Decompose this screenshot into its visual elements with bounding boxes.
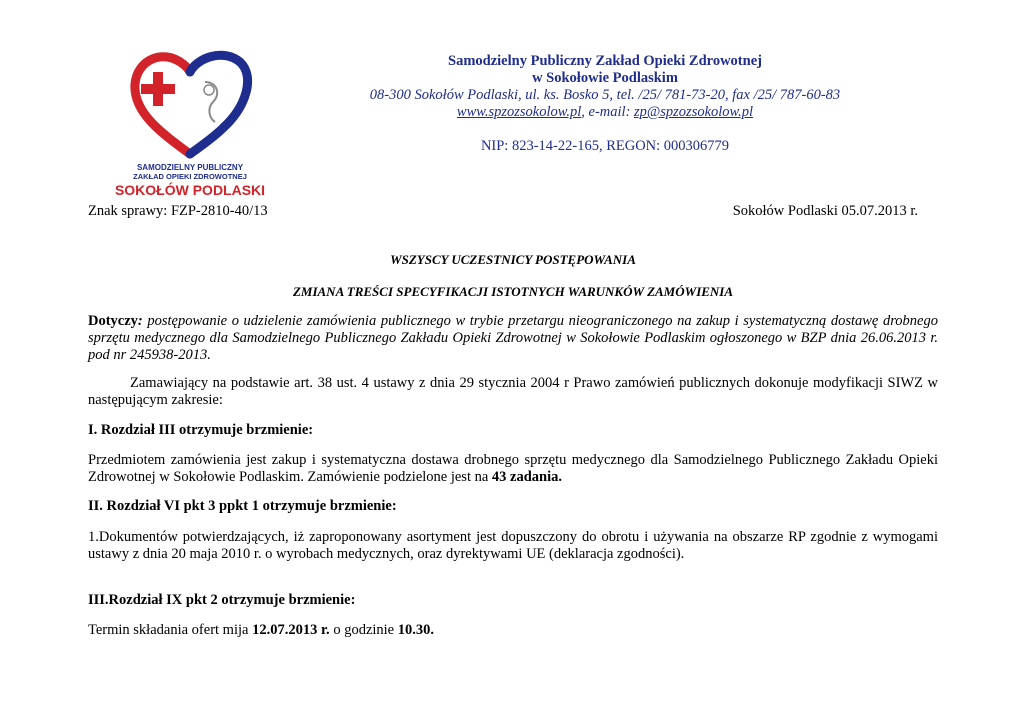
org-name-line2: w Sokołowie Podlaskim — [532, 70, 678, 86]
deadline-text-b: o godzinie — [329, 622, 398, 638]
section3-heading: III.Rozdział IX pkt 2 otrzymuje brzmienie: — [88, 592, 356, 608]
deadline-date: 12.07.2013 r. — [252, 622, 330, 638]
email-link[interactable]: zp@spzozsokolow.pl — [634, 104, 754, 120]
concerns-colon: : — [137, 313, 143, 329]
section1-tasks: 43 zadania. — [491, 469, 563, 485]
section2-heading: II. Rozdział VI pkt 3 ppkt 1 otrzymuje brzmienie: — [88, 498, 397, 514]
concerns-text: postępowanie o udzielenie zamówienia publicznego w trybie przetargu nieograniczonego na zakup i systematyczną dostawę drobnego sprzętu medycznego dla Samodzielnego Publicznego Zakładu Opieki Zdrowotnej w Sokołowie Podlaskim ogłoszonego w BZP dnia 26.06.2013 r. pod nr 245938-2013. — [88, 313, 938, 363]
section2-text: 1.Dokumentów potwierdzających, iż zaproponowany asortyment jest dopuszczony do obrotu i używania na obszarze RP zgodnie z wymogami ustawy z dnia 20 maja 2010 r. o wyrobach medycznych, oraz dyrektywami UE (deklaracja zgodności). — [88, 529, 938, 562]
concerns-paragraph — [88, 313, 938, 364]
contact-line — [340, 104, 870, 121]
org-name-line1: Samodzielny Publiczny Zakład Opieki Zdrowotnej — [448, 53, 762, 69]
section3-text — [88, 622, 938, 639]
intro-paragraph: Zamawiający na podstawie art. 38 ust. 4 ustawy z dnia 29 stycznia 2004 r Prawo zamówień publicznych dokonuje modyfikacji SIWZ w następującym zakresie: — [88, 375, 938, 408]
letterhead — [340, 53, 870, 155]
logo-line2: ZAKŁAD OPIEKI ZDROWOTNEJ — [133, 172, 247, 181]
section1-text — [88, 452, 938, 486]
hospital-logo — [105, 42, 275, 200]
section1-body: Przedmiotem zamówienia jest zakup i systematyczna dostawa drobnego sprzętu medycznego dla Samodzielnego Publicznego Zakładu Opieki Zdrowotnej w Sokołowie Podlaskim. Zamówienie podzielone jest na — [88, 452, 938, 485]
section1-heading: I. Rozdział III otrzymuje brzmienie: — [88, 422, 314, 438]
case-number: Znak sprawy: FZP-2810-40/13 — [88, 203, 268, 219]
concerns-label: Dotyczy — [88, 313, 138, 329]
org-address: 08-300 Sokołów Podlaski, ul. ks. Bosko 5, tel. /25/ 781-73-20, fax /25/ 787-60-83 — [369, 87, 841, 103]
heart-cross-logo-icon — [105, 42, 275, 200]
tax-ids: NIP: 823-14-22-165, REGON: 000306779 — [480, 138, 730, 154]
deadline-time: 10.30. — [397, 622, 434, 638]
document-subject: ZMIANA TREŚCI SPECYFIKACJI ISTOTNYCH WARUNKÓW ZAMÓWIENIA — [292, 284, 734, 299]
deadline-text-a: Termin składania ofert mija — [88, 622, 253, 638]
place-date: Sokołów Podlaski 05.07.2013 r. — [732, 203, 918, 219]
website-link[interactable]: www.spzozsokolow.pl — [456, 104, 582, 120]
logo-line1: SAMODZIELNY PUBLICZNY — [136, 163, 244, 172]
addressee: WSZYSCY UCZESTNICY POSTĘPOWANIA — [390, 252, 636, 267]
email-label: , e-mail: — [581, 104, 635, 120]
logo-line3: SOKOŁÓW PODLASKI — [114, 182, 266, 198]
